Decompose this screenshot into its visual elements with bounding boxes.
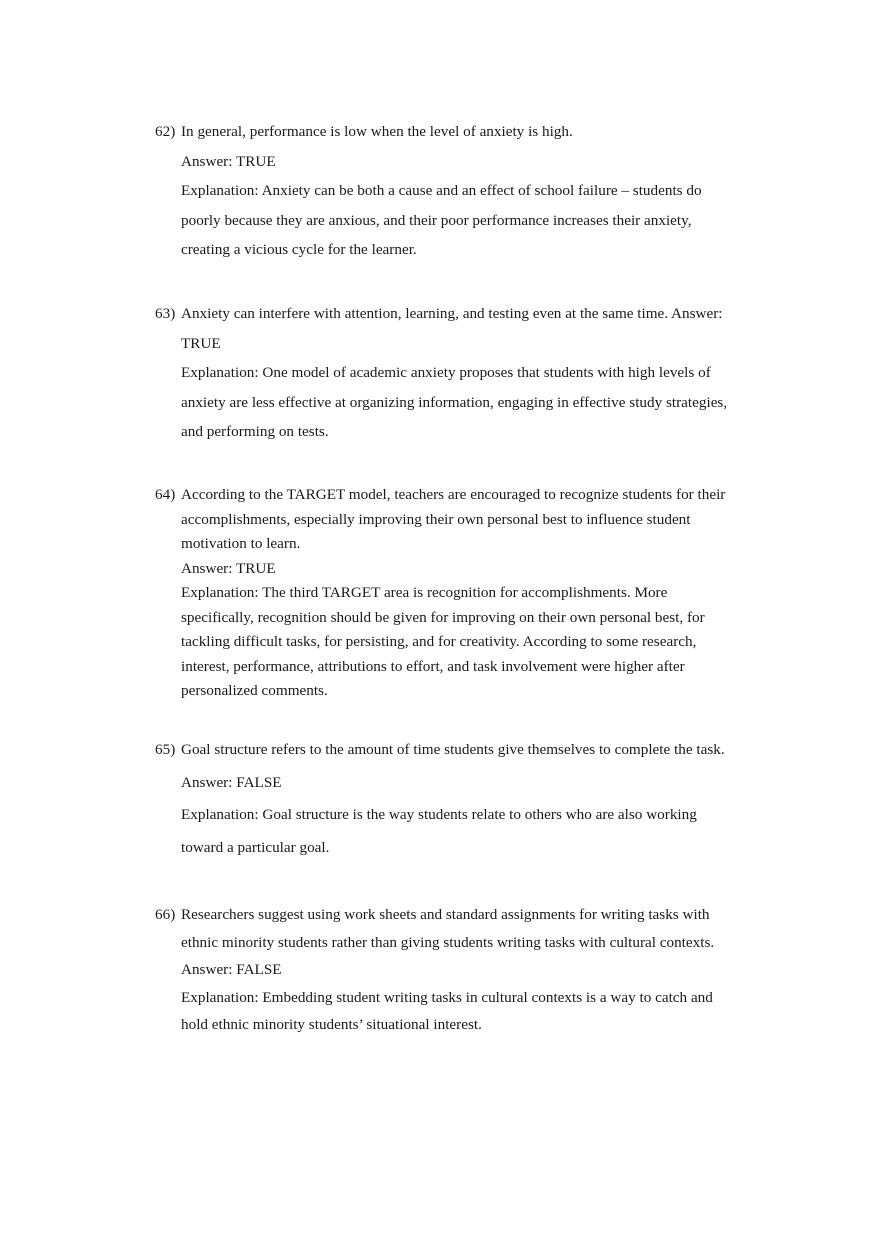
answer: TRUE [181, 334, 221, 352]
explanation-line: specifically, recognition should be given for improving on their own personal best, for [181, 608, 705, 626]
explanation-line: Explanation: Embedding student writing tasks in cultural contexts is a way to catch and [181, 988, 713, 1006]
explanation-line: personalized comments. [181, 682, 328, 699]
question-64 [155, 483, 755, 704]
question-text: 62) In general, performance is low when the level of anxiety is high. [155, 117, 755, 147]
question-text: 63) Anxiety can interfere with attention, learning, and testing even at the same time. Answer: [155, 299, 755, 329]
explanation-line: Explanation: One model of academic anxiety proposes that students with high levels of [181, 364, 711, 381]
question-number: 66) [155, 906, 176, 923]
explanation-line: Explanation: Anxiety can be both a cause and an effect of school failure – students do [181, 182, 702, 199]
explanation-line: poorly because they are anxious, and their poor performance increases their anxiety, [181, 211, 692, 229]
question-63 [155, 299, 755, 447]
explanation-line: interest, performance, attributions to effort, and task involvement were higher after [181, 657, 685, 675]
answer: Answer: TRUE [181, 152, 276, 170]
question-66 [155, 901, 755, 1039]
answer: Answer: TRUE [181, 559, 276, 577]
question-65 [155, 734, 755, 864]
explanation-line: anxiety are less effective at organizing information, engaging in effective study strategies, [181, 393, 728, 411]
question-number: 65) [155, 741, 176, 758]
question-text: 65) Goal structure refers to the amount of time students give themselves to complete the task. [155, 734, 755, 767]
explanation-line: hold ethnic minority students’ situational interest. [181, 1016, 482, 1033]
question-text-line: accomplishments, especially improving their own personal best to influence student [181, 510, 691, 528]
question-number: 63) [155, 305, 176, 322]
explanation-line: Explanation: The third TARGET area is recognition for accomplishments. More [181, 584, 668, 601]
question-62 [155, 117, 755, 265]
answer: Answer: FALSE [181, 773, 282, 791]
explanation-line: Explanation: Goal structure is the way students relate to others who are also working [181, 806, 697, 823]
question-text: 64) According to the TARGET model, teachers are encouraged to recognize students for their [155, 483, 755, 508]
question-text: 66) Researchers suggest using work sheets and standard assignments for writing tasks with [155, 901, 755, 929]
answer: Answer: FALSE [181, 961, 282, 978]
question-text-line: motivation to learn. [181, 535, 301, 552]
question-number: 62) [155, 123, 176, 140]
explanation-line: tackling difficult tasks, for persisting, and for creativity. According to some research, [181, 633, 697, 650]
explanation-line: toward a particular goal. [181, 838, 330, 856]
question-number: 64) [155, 486, 176, 503]
question-text-line: ethnic minority students rather than giving students writing tasks with cultural contexts. [181, 933, 715, 951]
explanation-line: and performing on tests. [181, 423, 329, 440]
explanation-line: creating a vicious cycle for the learner. [181, 241, 417, 258]
